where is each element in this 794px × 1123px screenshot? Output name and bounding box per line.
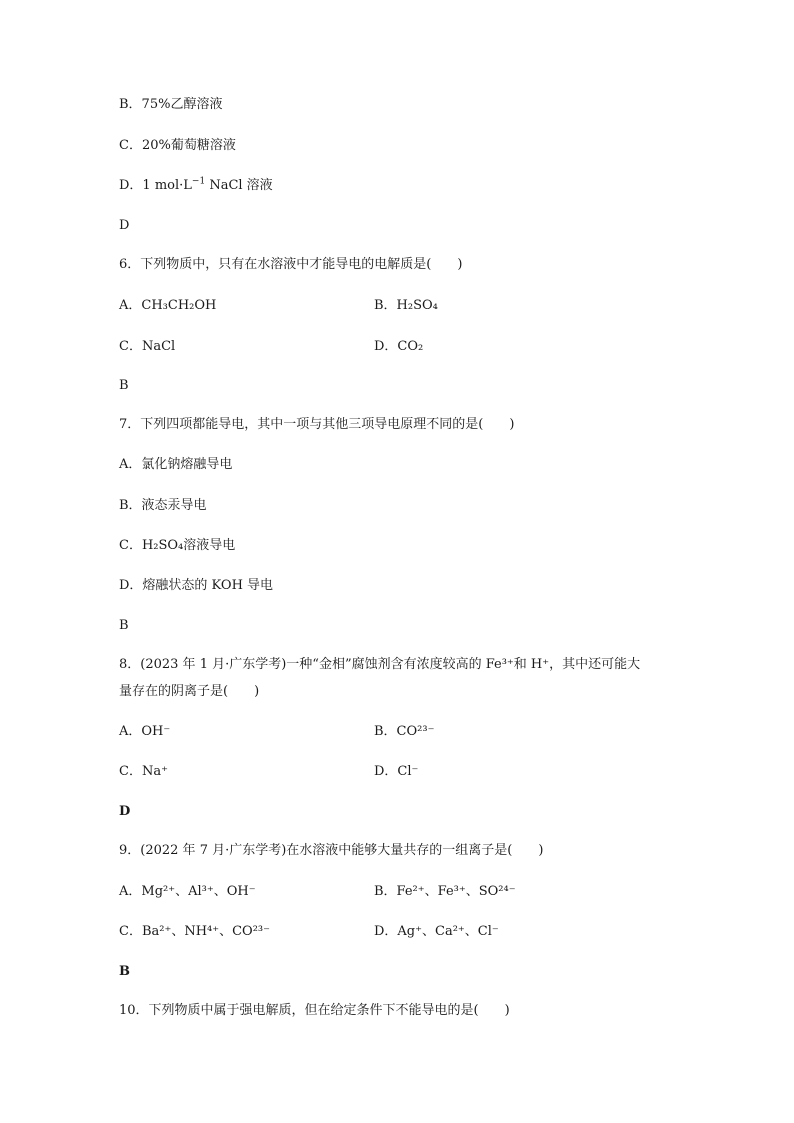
q7-option-d: D．熔融状态的 KOH 导电 [119, 578, 274, 593]
answer-q9: B [119, 964, 130, 979]
q9-option-b: B．Fe²⁺、Fe³⁺、SO²⁴⁻ [374, 884, 516, 899]
q9-option-a: A．Mg²⁺、Al³⁺、OH⁻ [119, 884, 256, 899]
q6-option-c: C．NaCl [119, 339, 176, 354]
q10-stem: 10．下列物质中属于强电解质，但在给定条件下不能导电的是( ) [119, 1003, 510, 1018]
q7-stem: 7．下列四项都能导电，其中一项与其他三项导电原理不同的是( ) [119, 417, 515, 432]
option-c-glucose: C．20%葡萄糖溶液 [119, 138, 236, 153]
answer-q7: B [119, 618, 129, 633]
q7-option-a: A．氯化钠熔融导电 [119, 457, 233, 472]
option-d-superscript: −1 [191, 176, 206, 187]
answer-q6: B [119, 378, 129, 393]
q8-option-a: A．OH⁻ [119, 724, 171, 739]
q9-option-c: C．Ba²⁺、NH⁴⁺、CO²³⁻ [119, 924, 270, 939]
q7-option-b: B．液态汞导电 [119, 498, 207, 513]
q6-option-d: D．CO₂ [374, 339, 424, 354]
option-d-suffix: NaCl 溶液 [205, 178, 273, 193]
q8-option-c: C．Na⁺ [119, 764, 168, 779]
option-d-prefix: D．1 mol·L [119, 178, 192, 193]
q6-option-a: A．CH₃CH₂OH [119, 298, 217, 313]
option-d-nacl [119, 177, 273, 195]
q9-stem: 9．(2022 年 7 月·广东学考)在水溶液中能够大量共存的一组离子是( ) [119, 843, 544, 858]
q8-stem-line2: 量存在的阴离子是( ) [119, 684, 260, 699]
q9-option-d: D．Ag⁺、Ca²⁺、Cl⁻ [374, 924, 499, 939]
answer-q5: D [119, 218, 130, 233]
q8-option-d: D．Cl⁻ [374, 764, 419, 779]
q8-option-b: B．CO²³⁻ [374, 724, 435, 739]
q6-stem: 6．下列物质中，只有在水溶液中才能导电的电解质是( ) [119, 257, 463, 272]
q7-option-c: C．H₂SO₄溶液导电 [119, 538, 236, 553]
q8-stem-line1: 8．(2023 年 1 月·广东学考)一种“金相”腐蚀剂含有浓度较高的 Fe³⁺和 H⁺，其中还可能大 [119, 657, 641, 672]
answer-q8: D [119, 804, 131, 819]
option-b-ethanol: B．75%乙醇溶液 [119, 97, 223, 112]
q6-option-b: B．H₂SO₄ [374, 298, 438, 313]
